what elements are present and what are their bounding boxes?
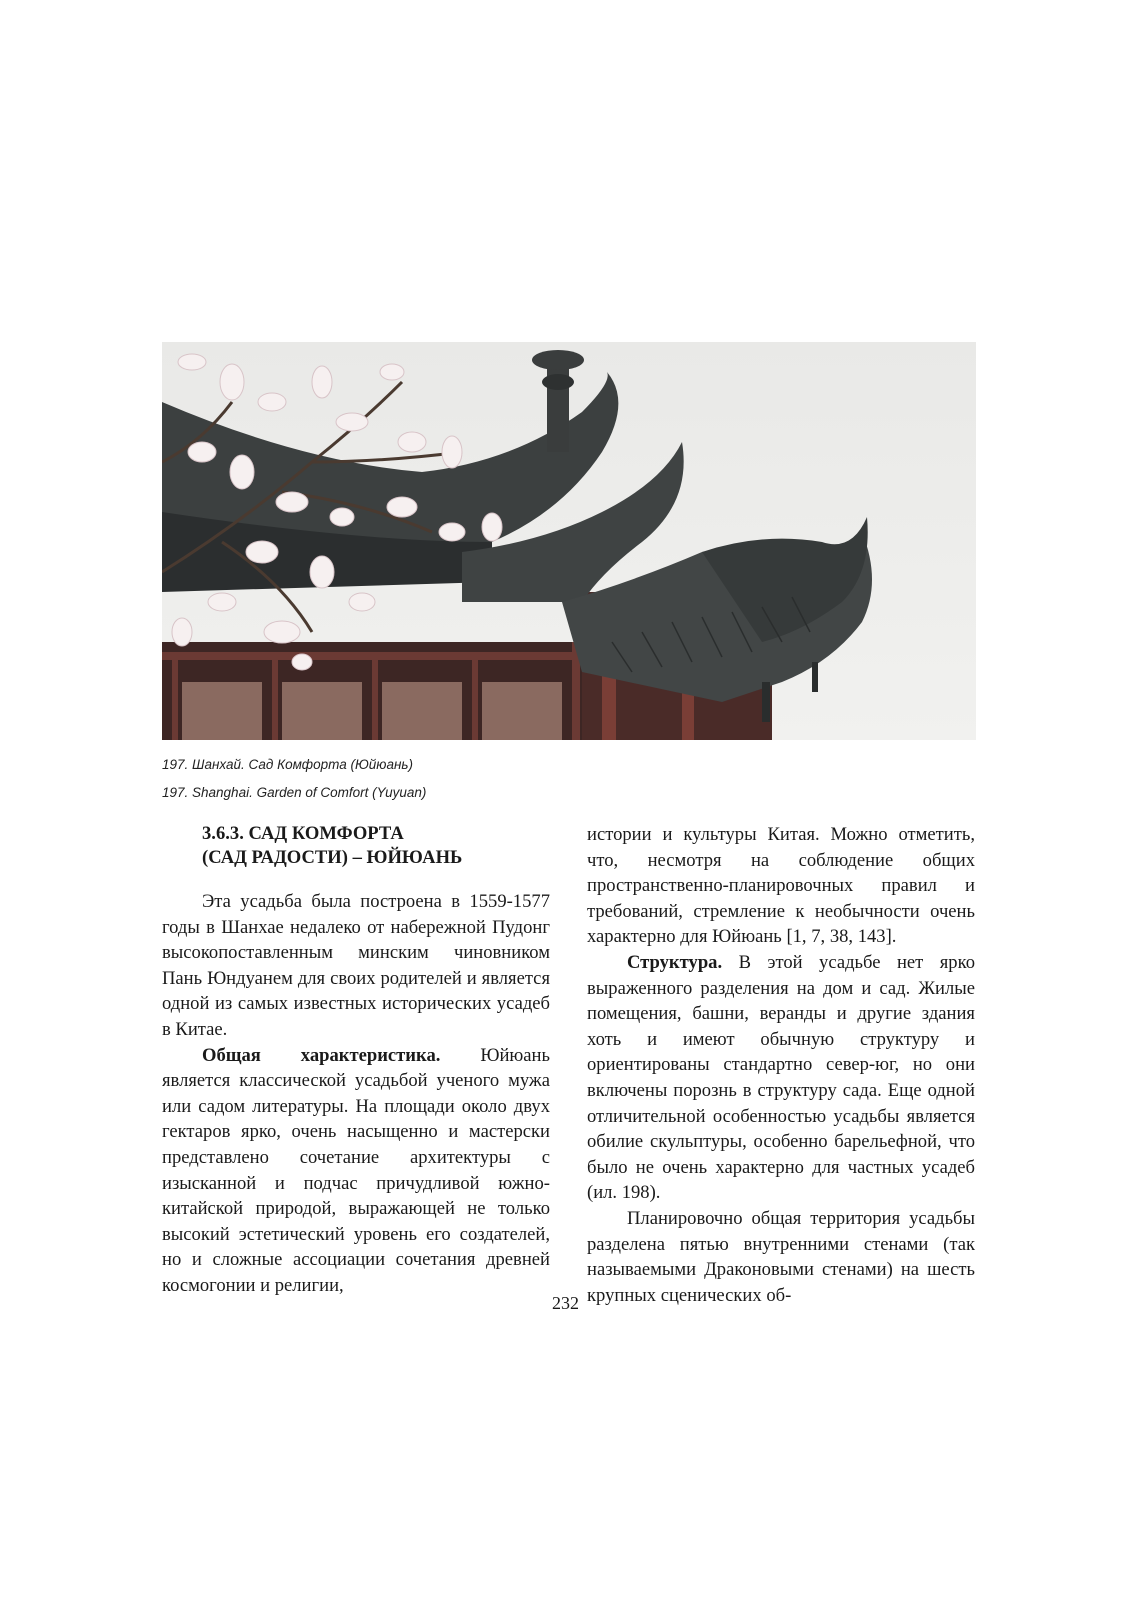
- paragraph-structure: [587, 950, 975, 1206]
- figure-caption-en: 197. Shanghai. Garden of Comfort (Yuyuan): [162, 785, 427, 800]
- paragraph-intro: Эта усадьба была построена в 1559-1577 годы в Шанхае недалеко от набережной Пудонг высокопоставленным минским чиновником Пань Юндуанем для своих родителей и является одной из самых известных исторических усадеб в Китае.: [162, 891, 550, 1040]
- paragraph-general: [162, 1043, 550, 1299]
- page-number: 232: [552, 1293, 579, 1313]
- paragraph-continued: истории и культуры Китая. Можно отметить, что, несмотря на соблюдение общих пространственно-планировочных правил и требований, стремление к необычности очень характерно для Юйюань [1, 7, 38, 143].: [587, 824, 975, 948]
- paragraph-planning: Планировочно общая территория усадьбы разделена пятью внутренними стенами (так называемыми Драконовыми стенами) на шесть крупных сценических об-: [587, 1207, 975, 1306]
- left-column: [162, 822, 550, 1299]
- paragraph-general-text: Юйюань является классической усадьбой ученого мужа или садом литературы. На площади около двух гектаров ярко, очень насыщенно и мастерски представлено сочетание архитектуры с изысканной и подчас причудливой южно-китайской природой, выражающей не только высокий эстетический уровень его создателей, но и сложные ассоциации сочетания древней космогонии и религии,: [162, 1044, 550, 1296]
- figure-caption-ru: 197. Шанхай. Сад Комфорта (Юйюань): [162, 757, 413, 772]
- paragraph-structure-text: В этой усадьбе нет ярко выраженного разделения на дом и сад. Жилые помещения, башни, веранды и другие здания хоть и имеют обычную структуру и ориентированы стандартно север-юг, но они включены порознь в структуру сада. Еще одной отличительной особенностью усадьбы является обилие скульптуры, особенно барельефной, что было не очень характерно для частных усадеб (ил. 198).: [587, 951, 975, 1204]
- section-heading-line-1: 3.6.3. САД КОМФОРТА: [202, 823, 404, 844]
- figure-photo-pavilion-magnolia: [162, 342, 976, 740]
- right-column: [587, 822, 975, 1308]
- runin-heading-structure: Структура.: [627, 951, 723, 973]
- runin-heading-general: Общая характеристика.: [202, 1044, 441, 1066]
- section-heading: [202, 822, 550, 870]
- section-heading-line-2: (САД РАДОСТИ) – ЮЙЮАНЬ: [202, 847, 463, 868]
